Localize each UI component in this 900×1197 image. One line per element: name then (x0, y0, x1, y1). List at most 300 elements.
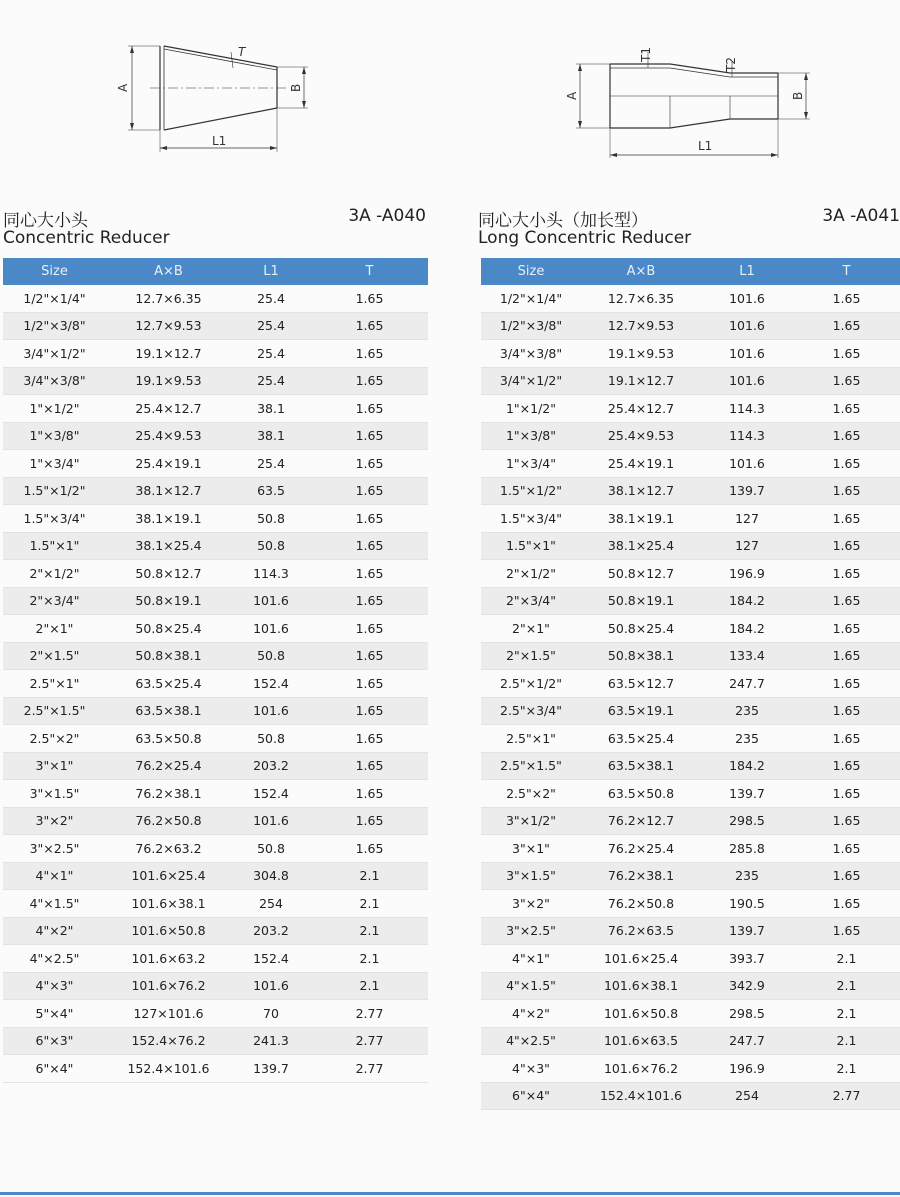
cell-size: 4"×3" (481, 1055, 581, 1083)
table-row (481, 835, 900, 863)
cell-l1: 247.7 (701, 670, 793, 698)
cell-axb: 25.4×9.53 (106, 422, 231, 450)
cell-size: 2.5"×1" (481, 725, 581, 753)
cell-l1: 139.7 (231, 1055, 311, 1083)
cell-t: 1.65 (793, 285, 900, 312)
label-t: T (238, 45, 246, 59)
table-row (3, 395, 428, 423)
table-row (3, 587, 428, 615)
cell-size: 1.5"×1" (481, 532, 581, 560)
header-l1: L1 (263, 264, 279, 279)
cell-axb: 25.4×19.1 (581, 450, 701, 478)
cell-l1: 127 (701, 505, 793, 533)
table-row (3, 670, 428, 698)
cell-axb: 63.5×25.4 (581, 725, 701, 753)
cell-axb: 101.6×25.4 (106, 862, 231, 890)
cell-size: 1.5"×3/4" (3, 505, 106, 533)
cell-axb: 101.6×50.8 (106, 917, 231, 945)
table-row (3, 862, 428, 890)
cell-axb: 25.4×19.1 (106, 450, 231, 478)
cell-axb: 38.1×19.1 (581, 505, 701, 533)
header-size: Size (41, 264, 68, 279)
header-axb: A×B (154, 264, 183, 279)
table-row (3, 972, 428, 1000)
cell-l1: 50.8 (231, 532, 311, 560)
cell-size: 1"×1/2" (3, 395, 106, 423)
cell-size: 1"×3/4" (3, 450, 106, 478)
cell-l1: 101.6 (701, 367, 793, 395)
cell-axb: 19.1×12.7 (106, 340, 231, 368)
cell-size: 1/2"×1/4" (481, 285, 581, 312)
concentric-reducer-diagram (105, 38, 325, 158)
cell-l1: 25.4 (231, 450, 311, 478)
table-row (481, 945, 900, 973)
cell-t: 1.65 (311, 780, 428, 808)
table-row (481, 697, 900, 725)
cell-axb: 50.8×25.4 (581, 615, 701, 643)
cell-t: 1.65 (311, 642, 428, 670)
cell-axb: 152.4×101.6 (106, 1055, 231, 1083)
table-row (481, 477, 900, 505)
cell-axb: 76.2×25.4 (106, 752, 231, 780)
header-l1: L1 (739, 264, 755, 279)
header-axb: A×B (626, 264, 656, 279)
cell-axb: 38.1×19.1 (106, 505, 231, 533)
cell-axb: 50.8×12.7 (106, 560, 231, 588)
cell-axb: 101.6×76.2 (581, 1055, 701, 1083)
label-t2: T2 (724, 57, 738, 72)
cell-l1: 101.6 (231, 697, 311, 725)
table-row (481, 532, 900, 560)
cell-axb: 38.1×12.7 (106, 477, 231, 505)
header-t: T (842, 264, 851, 279)
cell-l1: 152.4 (231, 670, 311, 698)
cell-t: 1.65 (311, 725, 428, 753)
cell-axb: 50.8×19.1 (106, 587, 231, 615)
cell-axb: 25.4×9.53 (581, 422, 701, 450)
cell-t: 1.65 (793, 862, 900, 890)
label-a: A (116, 83, 130, 92)
cell-size: 3"×2.5" (3, 835, 106, 863)
left-spec-table (3, 258, 428, 1083)
cell-size: 1"×1/2" (481, 395, 581, 423)
cell-size: 1.5"×1/2" (481, 477, 581, 505)
cell-size: 3"×1.5" (3, 780, 106, 808)
cell-t: 1.65 (793, 340, 900, 368)
table-row (3, 917, 428, 945)
cell-t: 1.65 (311, 835, 428, 863)
label-a: A (565, 91, 579, 100)
table-row (3, 615, 428, 643)
cell-size: 2.5"×1.5" (481, 752, 581, 780)
cell-size: 2.5"×2" (481, 780, 581, 808)
table-row (481, 862, 900, 890)
cell-l1: 101.6 (231, 615, 311, 643)
table-row (3, 422, 428, 450)
table-row (481, 422, 900, 450)
label-l1: L1 (698, 139, 713, 153)
cell-t: 1.65 (311, 752, 428, 780)
cell-axb: 19.1×9.53 (106, 367, 231, 395)
cell-axb: 12.7×9.53 (106, 312, 231, 340)
right-spec-table (481, 258, 900, 1110)
table-row (3, 725, 428, 753)
table-row (3, 477, 428, 505)
cell-size: 1"×3/4" (481, 450, 581, 478)
table-row (481, 395, 900, 423)
table-row (481, 312, 900, 340)
cell-l1: 101.6 (701, 340, 793, 368)
cell-t: 1.65 (793, 642, 900, 670)
cell-t: 2.1 (793, 1000, 900, 1028)
cell-size: 2"×1" (481, 615, 581, 643)
cell-t: 1.65 (793, 807, 900, 835)
cell-size: 3/4"×3/8" (3, 367, 106, 395)
cell-l1: 25.4 (231, 367, 311, 395)
bottom-rule (0, 1192, 900, 1195)
cell-t: 1.65 (793, 615, 900, 643)
cell-t: 2.1 (311, 917, 428, 945)
cell-t: 1.65 (793, 312, 900, 340)
cell-size: 3"×2" (481, 890, 581, 918)
cell-l1: 50.8 (231, 642, 311, 670)
cell-l1: 285.8 (701, 835, 793, 863)
cell-axb: 76.2×50.8 (581, 890, 701, 918)
cell-t: 1.65 (793, 587, 900, 615)
cell-t: 1.65 (793, 697, 900, 725)
cell-axb: 101.6×50.8 (581, 1000, 701, 1028)
table-row (481, 285, 900, 312)
cell-l1: 127 (701, 532, 793, 560)
cell-axb: 101.6×38.1 (106, 890, 231, 918)
cell-axb: 127×101.6 (106, 1000, 231, 1028)
cell-axb: 63.5×50.8 (106, 725, 231, 753)
cell-t: 1.65 (311, 395, 428, 423)
cell-size: 4"×2" (481, 1000, 581, 1028)
table-row (481, 890, 900, 918)
table-row (481, 615, 900, 643)
cell-l1: 133.4 (701, 642, 793, 670)
left-section-header (3, 206, 428, 252)
cell-t: 1.65 (793, 890, 900, 918)
table-row (3, 532, 428, 560)
cell-size: 1"×3/8" (481, 422, 581, 450)
table-row (3, 807, 428, 835)
cell-l1: 235 (701, 697, 793, 725)
cell-l1: 101.6 (231, 972, 311, 1000)
table-row (3, 697, 428, 725)
cell-size: 6"×4" (481, 1082, 581, 1110)
table-row (481, 670, 900, 698)
cell-t: 1.65 (311, 807, 428, 835)
left-table-body (3, 285, 428, 1082)
table-row (481, 1000, 900, 1028)
cell-t: 2.77 (311, 1055, 428, 1083)
cell-axb: 50.8×19.1 (581, 587, 701, 615)
cell-l1: 298.5 (701, 1000, 793, 1028)
table-row (481, 1027, 900, 1055)
table-row (3, 945, 428, 973)
cell-t: 1.65 (793, 367, 900, 395)
cell-size: 2.5"×2" (3, 725, 106, 753)
cell-size: 4"×1.5" (481, 972, 581, 1000)
table-row (481, 367, 900, 395)
cell-size: 2.5"×1.5" (3, 697, 106, 725)
cell-l1: 70 (231, 1000, 311, 1028)
cell-axb: 12.7×9.53 (581, 312, 701, 340)
cell-l1: 184.2 (701, 752, 793, 780)
cell-size: 6"×4" (3, 1055, 106, 1083)
cell-size: 2"×1/2" (3, 560, 106, 588)
cell-l1: 235 (701, 725, 793, 753)
cell-t: 1.65 (793, 505, 900, 533)
table-row (3, 835, 428, 863)
cell-l1: 235 (701, 862, 793, 890)
cell-size: 2.5"×1/2" (481, 670, 581, 698)
cell-l1: 184.2 (701, 587, 793, 615)
cell-axb: 63.5×38.1 (581, 752, 701, 780)
cell-size: 4"×1" (481, 945, 581, 973)
cell-size: 3/4"×3/8" (481, 340, 581, 368)
label-b: B (791, 91, 805, 100)
cell-l1: 152.4 (231, 945, 311, 973)
long-concentric-reducer-diagram (560, 40, 820, 160)
cell-t: 1.65 (793, 422, 900, 450)
cell-t: 1.65 (793, 395, 900, 423)
cell-l1: 247.7 (701, 1027, 793, 1055)
cell-axb: 63.5×12.7 (581, 670, 701, 698)
header-size: Size (517, 264, 545, 279)
cell-size: 3"×1" (481, 835, 581, 863)
cell-axb: 101.6×25.4 (581, 945, 701, 973)
cell-l1: 304.8 (231, 862, 311, 890)
cell-size: 3/4"×1/2" (481, 367, 581, 395)
cell-t: 1.65 (311, 505, 428, 533)
cell-t: 1.65 (793, 532, 900, 560)
table-row (481, 340, 900, 368)
table-row (481, 1055, 900, 1083)
right-title-cn: 同心大小头（加长型） (478, 211, 648, 231)
cell-l1: 101.6 (701, 285, 793, 312)
table-row (481, 642, 900, 670)
cell-size: 1/2"×1/4" (3, 285, 106, 312)
cell-size: 4"×2" (3, 917, 106, 945)
table-row (3, 450, 428, 478)
cell-size: 3"×1/2" (481, 807, 581, 835)
cell-axb: 38.1×12.7 (581, 477, 701, 505)
cell-t: 1.65 (311, 615, 428, 643)
cell-l1: 50.8 (231, 835, 311, 863)
table-row (481, 505, 900, 533)
cell-axb: 25.4×12.7 (581, 395, 701, 423)
table-row (481, 972, 900, 1000)
label-t1: T1 (639, 47, 653, 62)
cell-axb: 76.2×50.8 (106, 807, 231, 835)
cell-axb: 63.5×25.4 (106, 670, 231, 698)
table-row (481, 450, 900, 478)
table-row (3, 890, 428, 918)
cell-size: 1.5"×1/2" (3, 477, 106, 505)
label-l1: L1 (212, 134, 227, 148)
cell-l1: 114.3 (701, 422, 793, 450)
cell-size: 2"×1.5" (3, 642, 106, 670)
cell-t: 1.65 (793, 835, 900, 863)
table-row (481, 780, 900, 808)
label-b: B (289, 83, 303, 92)
table-row (3, 1027, 428, 1055)
cell-axb: 152.4×101.6 (581, 1082, 701, 1110)
table-row (3, 1000, 428, 1028)
cell-size: 4"×2.5" (481, 1027, 581, 1055)
right-table-body (481, 285, 900, 1110)
cell-t: 1.65 (311, 312, 428, 340)
cell-size: 3"×2" (3, 807, 106, 835)
cell-t: 1.65 (311, 587, 428, 615)
cell-axb: 50.8×25.4 (106, 615, 231, 643)
cell-size: 6"×3" (3, 1027, 106, 1055)
right-title-en: Long Concentric Reducer (478, 228, 692, 248)
cell-axb: 19.1×9.53 (581, 340, 701, 368)
left-title-cn: 同心大小头 (3, 211, 88, 231)
cell-size: 2"×3/4" (481, 587, 581, 615)
cell-l1: 25.4 (231, 340, 311, 368)
cell-t: 1.65 (793, 780, 900, 808)
left-code: 3A -A040 (348, 206, 426, 226)
cell-l1: 393.7 (701, 945, 793, 973)
table-row (481, 587, 900, 615)
cell-l1: 203.2 (231, 752, 311, 780)
cell-t: 2.1 (311, 890, 428, 918)
table-row (3, 752, 428, 780)
cell-t: 1.65 (793, 450, 900, 478)
table-row (3, 367, 428, 395)
cell-t: 1.65 (793, 725, 900, 753)
cell-t: 2.1 (311, 945, 428, 973)
cell-size: 2"×1.5" (481, 642, 581, 670)
cell-t: 1.65 (793, 477, 900, 505)
cell-size: 2"×1" (3, 615, 106, 643)
cell-t: 1.65 (793, 560, 900, 588)
cell-l1: 139.7 (701, 917, 793, 945)
header-t: T (365, 264, 374, 279)
cell-axb: 76.2×63.2 (106, 835, 231, 863)
table-row (3, 505, 428, 533)
cell-t: 1.65 (311, 532, 428, 560)
right-code: 3A -A041 (822, 206, 900, 226)
cell-size: 4"×3" (3, 972, 106, 1000)
cell-axb: 63.5×50.8 (581, 780, 701, 808)
cell-axb: 76.2×38.1 (581, 862, 701, 890)
cell-l1: 50.8 (231, 725, 311, 753)
cell-size: 4"×2.5" (3, 945, 106, 973)
cell-axb: 50.8×38.1 (106, 642, 231, 670)
table-row (3, 312, 428, 340)
cell-l1: 190.5 (701, 890, 793, 918)
cell-size: 4"×1" (3, 862, 106, 890)
cell-t: 1.65 (311, 477, 428, 505)
cell-l1: 203.2 (231, 917, 311, 945)
cell-axb: 50.8×12.7 (581, 560, 701, 588)
cell-axb: 38.1×25.4 (581, 532, 701, 560)
cell-l1: 25.4 (231, 312, 311, 340)
cell-axb: 19.1×12.7 (581, 367, 701, 395)
cell-l1: 50.8 (231, 505, 311, 533)
table-header-row (481, 258, 900, 285)
cell-t: 1.65 (311, 422, 428, 450)
table-row (481, 752, 900, 780)
table-row (481, 807, 900, 835)
cell-axb: 63.5×38.1 (106, 697, 231, 725)
table-row (3, 642, 428, 670)
cell-axb: 101.6×63.2 (106, 945, 231, 973)
cell-l1: 241.3 (231, 1027, 311, 1055)
table-row (481, 917, 900, 945)
cell-l1: 63.5 (231, 477, 311, 505)
table-row (481, 1082, 900, 1110)
cell-t: 2.1 (793, 972, 900, 1000)
cell-l1: 38.1 (231, 422, 311, 450)
cell-axb: 152.4×76.2 (106, 1027, 231, 1055)
cell-t: 2.1 (793, 1027, 900, 1055)
cell-axb: 12.7×6.35 (106, 285, 231, 312)
cell-t: 1.65 (793, 752, 900, 780)
cell-l1: 184.2 (701, 615, 793, 643)
cell-t: 2.1 (793, 1055, 900, 1083)
cell-t: 1.65 (311, 697, 428, 725)
cell-size: 1.5"×3/4" (481, 505, 581, 533)
cell-t: 2.1 (311, 862, 428, 890)
table-row (3, 780, 428, 808)
cell-t: 1.65 (793, 917, 900, 945)
cell-l1: 254 (701, 1082, 793, 1110)
cell-axb: 76.2×38.1 (106, 780, 231, 808)
cell-t: 2.77 (793, 1082, 900, 1110)
cell-axb: 12.7×6.35 (581, 285, 701, 312)
cell-l1: 25.4 (231, 285, 311, 312)
left-title-en: Concentric Reducer (3, 228, 170, 248)
cell-t: 1.65 (793, 670, 900, 698)
cell-axb: 38.1×25.4 (106, 532, 231, 560)
cell-l1: 196.9 (701, 1055, 793, 1083)
cell-t: 2.1 (793, 945, 900, 973)
cell-size: 2.5"×3/4" (481, 697, 581, 725)
cell-l1: 101.6 (231, 807, 311, 835)
cell-axb: 101.6×63.5 (581, 1027, 701, 1055)
cell-l1: 114.3 (701, 395, 793, 423)
cell-size: 1"×3/8" (3, 422, 106, 450)
cell-l1: 101.6 (701, 450, 793, 478)
cell-t: 1.65 (311, 367, 428, 395)
table-row (3, 340, 428, 368)
cell-l1: 298.5 (701, 807, 793, 835)
cell-size: 1/2"×3/8" (481, 312, 581, 340)
cell-axb: 76.2×25.4 (581, 835, 701, 863)
cell-l1: 139.7 (701, 477, 793, 505)
cell-size: 4"×1.5" (3, 890, 106, 918)
cell-axb: 76.2×12.7 (581, 807, 701, 835)
cell-size: 3"×1" (3, 752, 106, 780)
cell-axb: 25.4×12.7 (106, 395, 231, 423)
cell-size: 1.5"×1" (3, 532, 106, 560)
cell-t: 1.65 (311, 340, 428, 368)
cell-t: 2.1 (311, 972, 428, 1000)
table-row (3, 1055, 428, 1083)
cell-size: 2"×3/4" (3, 587, 106, 615)
cell-t: 1.65 (311, 560, 428, 588)
table-row (3, 560, 428, 588)
cell-t: 2.77 (311, 1000, 428, 1028)
cell-axb: 101.6×38.1 (581, 972, 701, 1000)
